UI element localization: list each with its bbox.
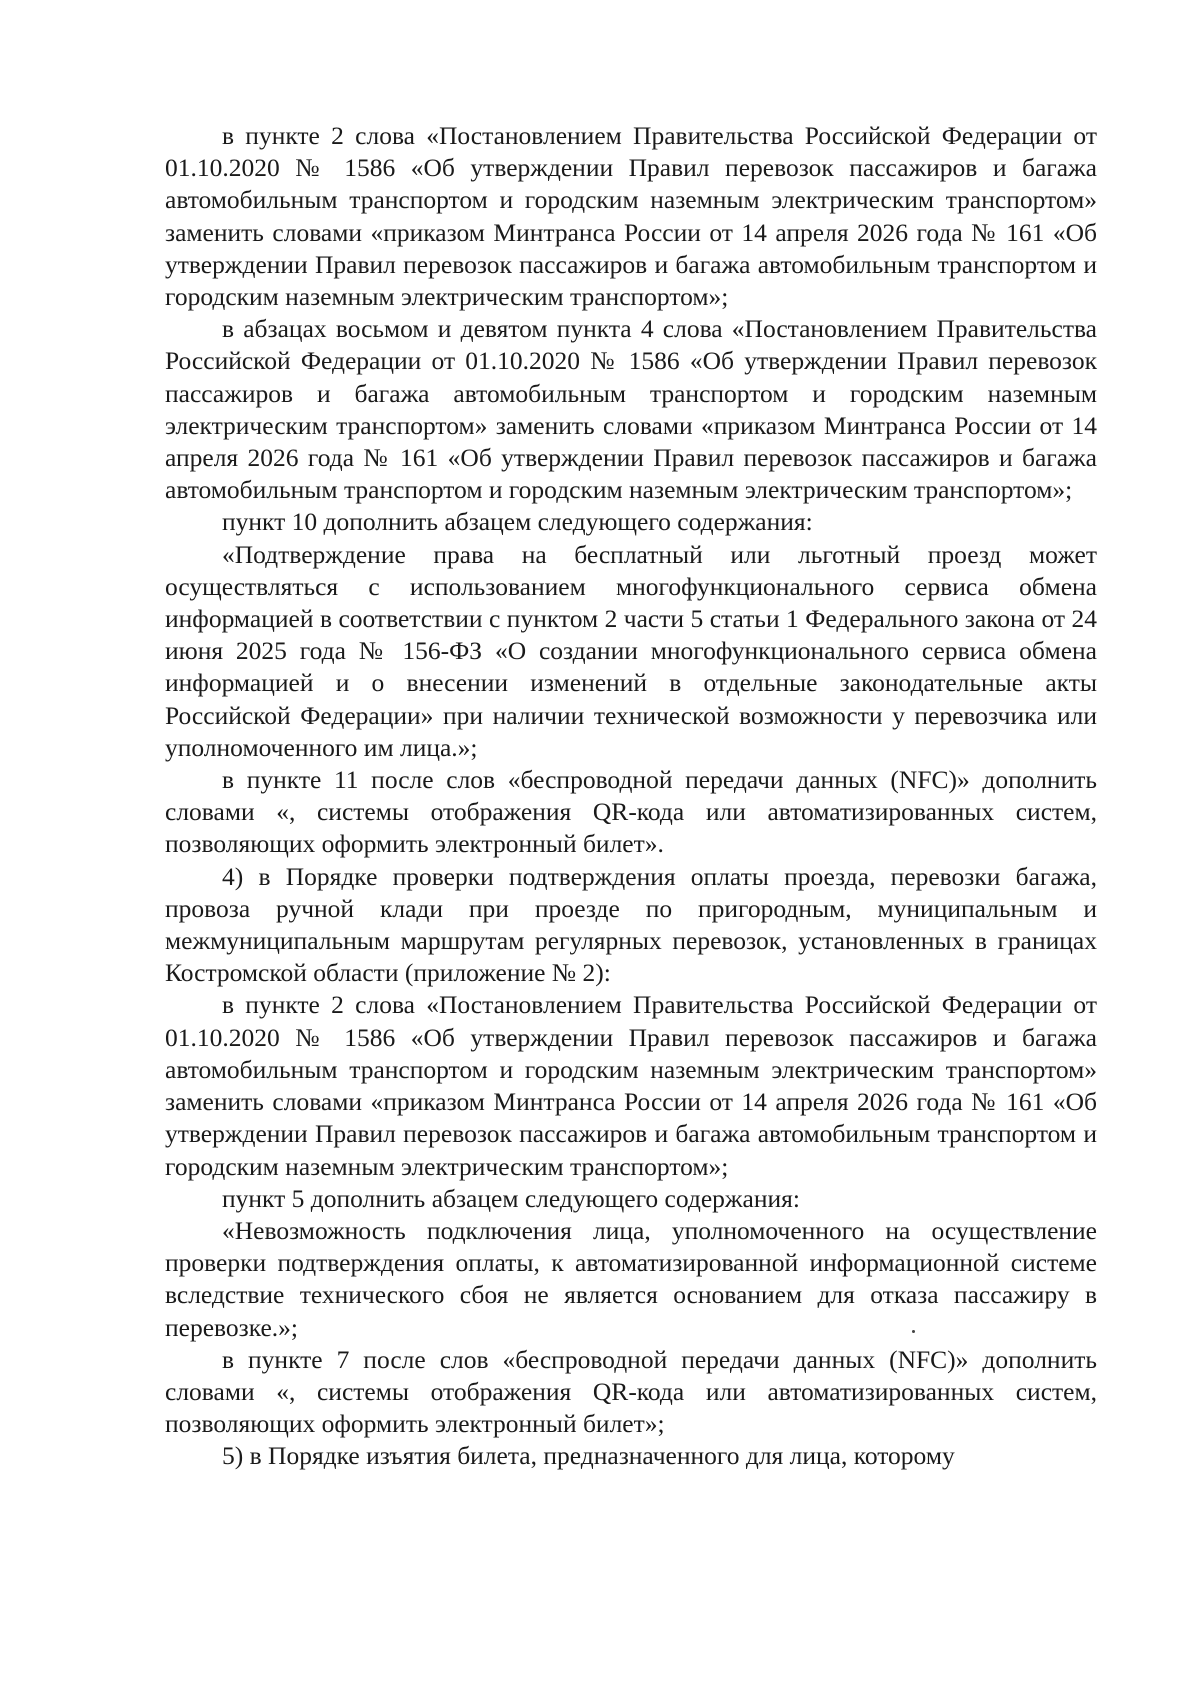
scan-speck — [912, 1330, 915, 1333]
paragraph-item-5-heading: 5) в Порядке изъятия билета, предназначенного для лица, которому — [222, 1441, 955, 1471]
paragraph-item-4-point-2-amendment: в пункте 2 слова «Постановлением Правительства Российской Федерации от 01.10.2020 № 1586 «Об утверждении Правил перевозок пассажиров и багажа автомобильным транспортом и городским наземным электрическим транспортом» заменить словами «приказом Минтранса России от 14 апреля 2026 года № 161 «Об утверждении Правил перевозок пассажиров и багажа автомобильным транспортом и городским наземным электрическим транспортом»; — [165, 990, 1097, 1181]
paragraph-point-5-intro: пункт 5 дополнить абзацем следующего содержания: — [222, 1183, 800, 1213]
paragraph-point-11-amendment: в пункте 11 после слов «беспроводной передачи данных (NFC)» дополнить словами «, системы отображения QR-кода или автоматизированных систем, позволяющих оформить электронный билет». — [165, 765, 1097, 859]
paragraph-point-5-content: «Невозможность подключения лица, уполномоченного на осуществление проверки подтверждения оплаты, к автоматизированной информационной системе вследствие технического сбоя не является основанием для отказа пассажиру в перевозке.»; — [165, 1215, 1097, 1342]
paragraph-point-4-amendment: в абзацах восьмом и девятом пункта 4 слова «Постановлением Правительства Российской Федерации от 01.10.2020 № 1586 «Об утверждении Правил перевозок пассажиров и багажа автомобильным транспортом и городским наземным электрическим транспортом» заменить словами «приказом Минтранса России от 14 апреля 2026 года № 161 «Об утверждении Правил перевозок пассажиров и багажа автомобильным транспортом и городским наземным электрическим транспортом»; — [165, 314, 1097, 505]
paragraph-point-10-content: «Подтверждение права на бесплатный или льготный проезд может осуществляться с использованием многофункционального сервиса обмена информацией в соответствии с пунктом 2 части 5 статьи 1 Федерального закона от 24 июня 2025 года № 156-ФЗ «О создании многофункционального сервиса обмена информацией и о внесении изменений в отдельные законодательные акты Российской Федерации» при наличии технической возможности у перевозчика или уполномоченного им лица.»; — [165, 539, 1097, 762]
paragraph-item-4-heading: 4) в Порядке проверки подтверждения оплаты проезда, перевозки багажа, провоза ручной клади при проезде по пригородным, муниципальным и межмуниципальным маршрутам регулярных перевозок, установленных в границах Костромской области (приложение № 2): — [165, 861, 1097, 988]
document-body — [165, 120, 1097, 1473]
paragraph-point-7-amendment: в пункте 7 после слов «беспроводной передачи данных (NFC)» дополнить словами «, системы отображения QR-кода или автоматизированных систем, позволяющих оформить электронный билет»; — [165, 1344, 1097, 1439]
paragraph-point-10-intro: пункт 10 дополнить абзацем следующего содержания: — [222, 507, 813, 537]
paragraph-point-2-amendment: в пункте 2 слова «Постановлением Правительства Российской Федерации от 01.10.2020 № 1586 «Об утверждении Правил перевозок пассажиров и багажа автомобильным транспортом и городским наземным электрическим транспортом» заменить словами «приказом Минтранса России от 14 апреля 2026 года № 161 «Об утверждении Правил перевозок пассажиров и багажа автомобильным транспортом и городским наземным электрическим транспортом»; — [165, 121, 1097, 312]
